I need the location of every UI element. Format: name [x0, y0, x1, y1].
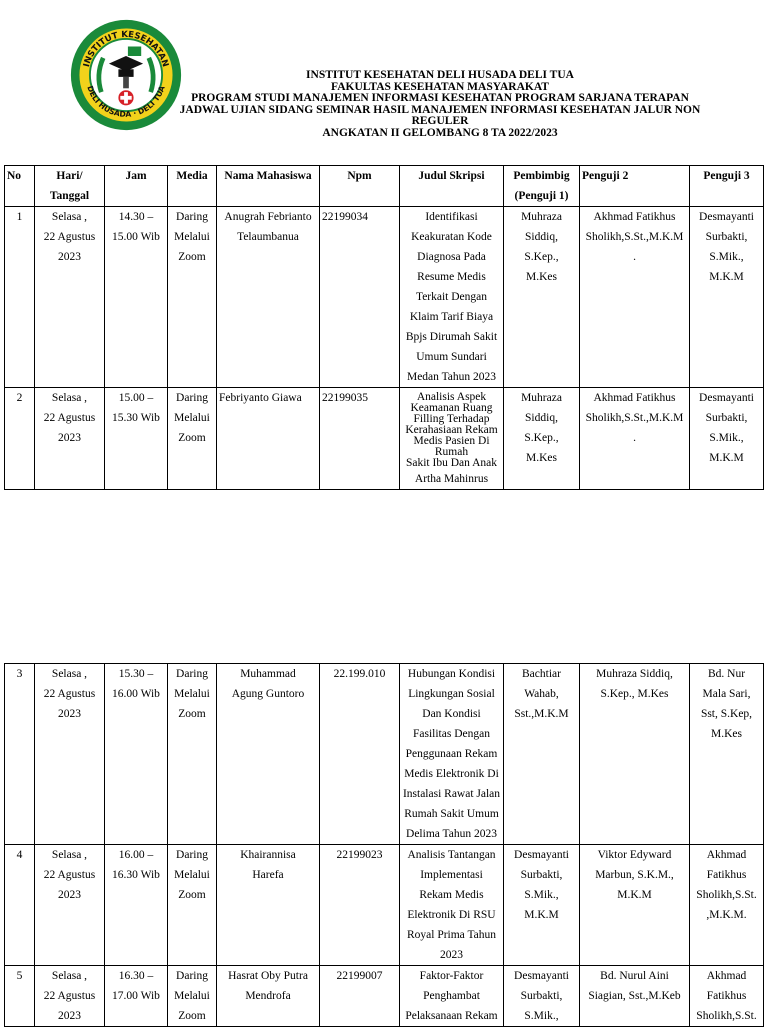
cell-media: Daring Melalui Zoom [168, 207, 217, 388]
cell-judul: Analisis Tantangan Implementasi Rekam Medis Elektronik Di RSU Royal Prima Tahun 2023 [400, 845, 504, 966]
cell-judul: Identifikasi Keakuratan Kode Diagnosa Pada Resume Medis Terkait Dengan Klaim Tarif Biaya Bpjs Dirumah Sakit Umum Sundari Medan Tahun 2023 [400, 207, 504, 388]
header-institution: INSTITUT KESEHATAN DELI HUSADA DELI TUA [306, 69, 574, 81]
table-row [5, 207, 764, 388]
cell-penguji3: Akhmad Fatikhus Sholikh,S.St. ,M.K.M. [690, 845, 764, 966]
header-faculty: FAKULTAS KESEHATAN MASYARAKAT [331, 80, 549, 93]
cell-npm: 22199034 [320, 207, 400, 388]
table-row [5, 966, 764, 1027]
cell-judul: Faktor-Faktor Penghambat Pelaksanaan Rekam [400, 966, 504, 1027]
logo-bottom-text: DELI HUSADA · DELI TUA [85, 84, 167, 119]
col-header-no: No [5, 166, 35, 207]
cell-penguji3: Desmayanti Surbakti, S.Mik., M.K.M [690, 207, 764, 388]
cell-hari: Selasa , 22 Agustus 2023 [35, 207, 105, 388]
cell-pembimbing: Muhraza Siddiq, S.Kep., M.Kes [504, 388, 580, 490]
cell-no: 1 [5, 207, 35, 388]
cell-jam: 16.30 – 17.00 Wib [105, 966, 168, 1027]
cell-jam: 14.30 – 15.00 Wib [105, 207, 168, 388]
cell-nama: Muhammad Agung Guntoro [217, 664, 320, 845]
cell-media: Daring Melalui Zoom [168, 664, 217, 845]
table-row [5, 845, 764, 966]
cell-nama: Anugrah Febrianto Telaumbanua [217, 207, 320, 388]
table-row [5, 388, 764, 490]
schedule-table-page2 [4, 663, 764, 1027]
cell-hari: Selasa , 22 Agustus 2023 [35, 966, 105, 1027]
logo-top-text: INSTITUT KESEHATAN [81, 29, 171, 69]
col-header-hari: Hari/ Tanggal [35, 166, 105, 207]
table-header-row [5, 166, 764, 207]
col-header-nama: Nama Mahasiswa [217, 166, 320, 207]
cell-nama: Febriyanto Giawa [217, 388, 320, 490]
cell-nama: Hasrat Oby Putra Mendrofa [217, 966, 320, 1027]
col-header-pembimbing: Pembimbig (Penguji 1) [504, 166, 580, 207]
cell-pembimbing: Desmayanti Surbakti, S.Mik., [504, 966, 580, 1027]
cell-hari: Selasa , 22 Agustus 2023 [35, 664, 105, 845]
cell-penguji2: Muhraza Siddiq, S.Kep., M.Kes [580, 664, 690, 845]
cell-nama: Khairannisa Harefa [217, 845, 320, 966]
cell-pembimbing: Bachtiar Wahab, Sst.,M.K.M [504, 664, 580, 845]
cell-pembimbing: Muhraza Siddiq, S.Kep., M.Kes [504, 207, 580, 388]
cell-hari: Selasa , 22 Agustus 2023 [35, 845, 105, 966]
cell-npm: 22199035 [320, 388, 400, 490]
cell-penguji2: Viktor Edyward Marbun, S.K.M., M.K.M [580, 845, 690, 966]
cell-penguji2: Bd. Nurul Aini Siagian, Sst.,M.Keb [580, 966, 690, 1027]
cell-no: 5 [5, 966, 35, 1027]
cell-npm: 22.199.010 [320, 664, 400, 845]
cell-judul: Hubungan Kondisi Lingkungan Sosial Dan Kondisi Fasilitas Dengan Penggunaan Rekam Medis Elektronik Di Instalasi Rawat Jalan Rumah Sakit Umum Delima Tahun 2023 [400, 664, 504, 845]
table-row [5, 664, 764, 845]
schedule-table-page1 [4, 165, 764, 490]
col-header-media: Media [168, 166, 217, 207]
cell-no: 3 [5, 664, 35, 845]
cell-hari: Selasa , 22 Agustus 2023 [35, 388, 105, 490]
cell-no: 2 [5, 388, 35, 490]
cell-penguji2: Akhmad Fatikhus Sholikh,S.St.,M.K.M . [580, 388, 690, 490]
col-header-judul: Judul Skripsi [400, 166, 504, 207]
col-header-penguji2: Penguji 2 [580, 166, 690, 207]
cell-media: Daring Melalui Zoom [168, 966, 217, 1027]
cell-no: 4 [5, 845, 35, 966]
document-header [160, 70, 720, 139]
col-header-penguji3: Penguji 3 [690, 166, 764, 207]
header-schedule-title: JADWAL UJIAN SIDANG SEMINAR HASIL MANAJEMEN INFORMASI KESEHATAN JALUR NON REGULER [179, 103, 701, 127]
cell-npm: 22199007 [320, 966, 400, 1027]
cell-judul: Analisis Aspek Keamanan Ruang Filling Terhadap Kerahasiaan Rekam Medis Pasien Di Rumah Sakit Ibu Dan Anak Artha Mahinrus [400, 388, 504, 490]
cell-penguji3: Akhmad Fatikhus Sholikh,S.St. [690, 966, 764, 1027]
cell-npm: 22199023 [320, 845, 400, 966]
header-program: PROGRAM STUDI MANAJEMEN INFORMASI KESEHATAN PROGRAM SARJANA TERAPAN [191, 92, 689, 104]
col-header-npm: Npm [320, 166, 400, 207]
cell-pembimbing: Desmayanti Surbakti, S.Mik., M.K.M [504, 845, 580, 966]
cell-media: Daring Melalui Zoom [168, 388, 217, 490]
cell-jam: 16.00 – 16.30 Wib [105, 845, 168, 966]
cell-penguji2: Akhmad Fatikhus Sholikh,S.St.,M.K.M . [580, 207, 690, 388]
col-header-jam: Jam [105, 166, 168, 207]
cell-penguji3: Desmayanti Surbakti, S.Mik., M.K.M [690, 388, 764, 490]
cell-jam: 15.00 – 15.30 Wib [105, 388, 168, 490]
cell-media: Daring Melalui Zoom [168, 845, 217, 966]
cell-jam: 15.30 – 16.00 Wib [105, 664, 168, 845]
cell-penguji3: Bd. Nur Mala Sari, Sst, S.Kep, M.Kes [690, 664, 764, 845]
header-batch: ANGKATAN II GELOMBANG 8 TA 2022/2023 [322, 126, 558, 139]
